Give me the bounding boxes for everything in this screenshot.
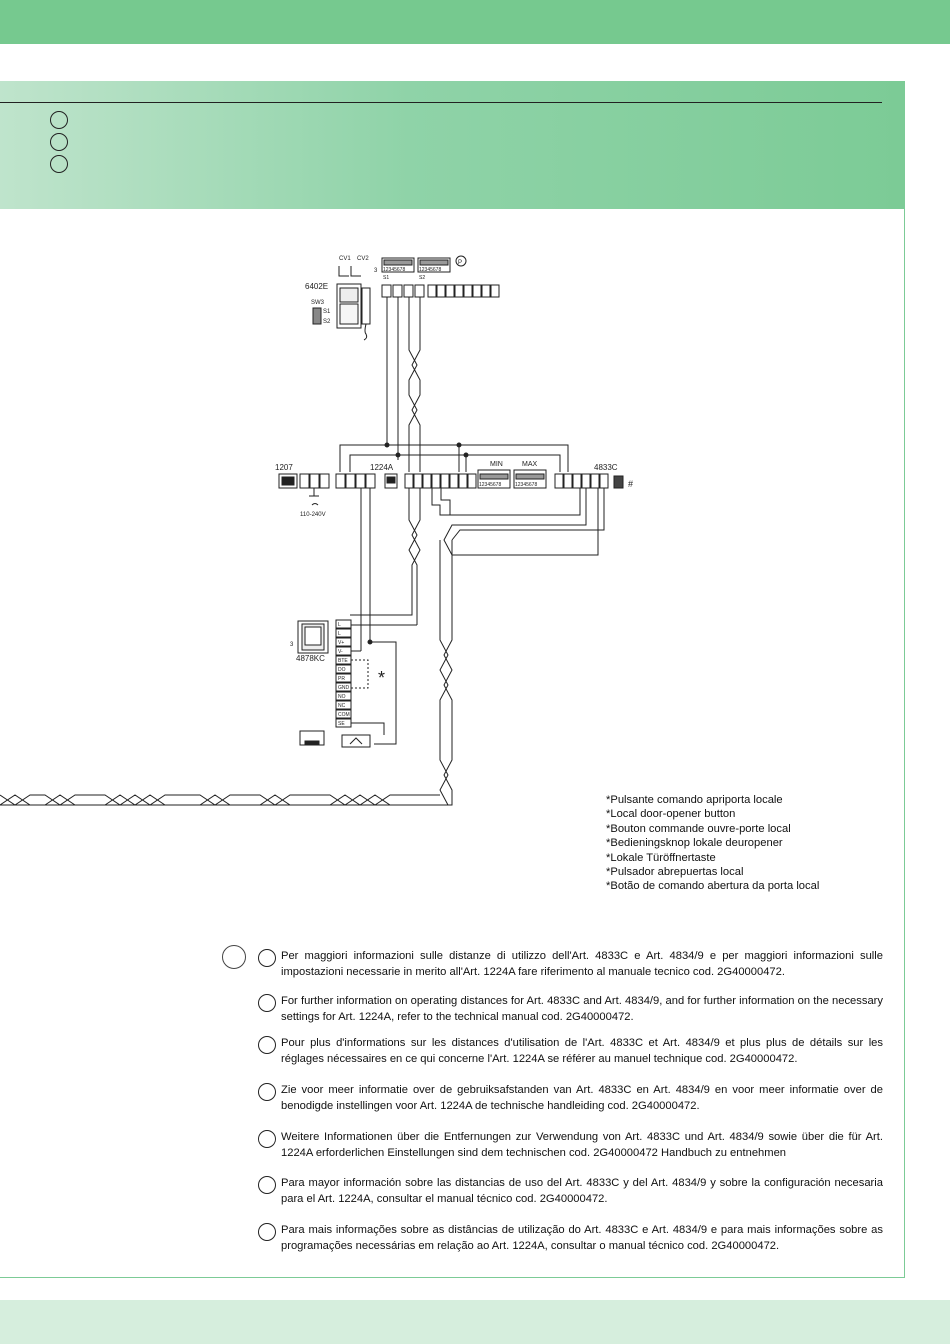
terminal-label: V- bbox=[338, 649, 343, 655]
terminal-label: SE bbox=[338, 721, 345, 727]
terminal-label: NO bbox=[338, 694, 346, 700]
note-text: Per maggiori informazioni sulle distanze di utilizzo dell'Art. 4833C e Art. 4834/9 e per maggiori informazioni sulle impostazioni necessarie in merito all'Art. 1224A fare riferimento al manuale tecnico cod. 2G40000472. bbox=[281, 950, 883, 978]
panel-power-wires bbox=[350, 488, 396, 744]
footer-band bbox=[0, 1300, 950, 1344]
language-flag-circle bbox=[258, 1036, 276, 1054]
language-flag-circle bbox=[258, 1130, 276, 1148]
s1-label: S1 bbox=[323, 309, 331, 315]
monitor-label: 6402E bbox=[305, 282, 329, 291]
max-dip-digits: 12345678 bbox=[515, 482, 538, 488]
entrance-panel-4878kc bbox=[298, 621, 328, 653]
dip-s1-label: S1 bbox=[383, 275, 390, 281]
dip-s2-label: S2 bbox=[419, 275, 426, 281]
terminal-label: V+ bbox=[338, 640, 345, 646]
panel-three-label: 3 bbox=[290, 642, 294, 648]
footnotes bbox=[606, 793, 819, 894]
header-band bbox=[0, 81, 905, 209]
dip-s2-digits: 12345678 bbox=[419, 267, 442, 273]
min-label: MIN bbox=[490, 461, 503, 468]
wiring-diagram bbox=[0, 240, 950, 820]
interface-label: 1224A bbox=[370, 463, 394, 472]
mains-label: 110-240V bbox=[300, 512, 326, 518]
cv1-label: CV1 bbox=[339, 256, 351, 262]
note-text: Para mais informações sobre as distâncias de utilização do Art. 4833C e Art. 4834/9 e para mais informações sobre as programações necessárias em relação ao Art. 1224A, consultar o manual técnico cod. 2G40000472. bbox=[281, 1224, 883, 1252]
footnote-es: *Pulsador abrepuertas local bbox=[606, 866, 744, 879]
language-flag-circle bbox=[258, 994, 276, 1012]
cv2-label: CV2 bbox=[357, 256, 369, 262]
distributor-4833c bbox=[555, 474, 633, 489]
language-circle-3 bbox=[50, 155, 68, 173]
distributor-label: 4833C bbox=[594, 463, 618, 472]
terminal-label: L bbox=[338, 622, 341, 628]
three-label: 3 bbox=[374, 268, 378, 274]
p-badge: P bbox=[458, 260, 463, 266]
min-dip-digits: 12345678 bbox=[479, 482, 502, 488]
footnote-pt: *Botão de comando abertura da porta local bbox=[606, 880, 820, 893]
note-text: Pour plus d'informations sur les distances d'utilisation de l'Art. 4833C et Art. 4834/9 et plus plus de détails sur les réglages nécessaires en ce qui concerne l'Art. 1224A se référer au manuel technique cod. 2G40000472. bbox=[281, 1037, 883, 1065]
header-rule bbox=[0, 102, 882, 103]
monitor-wires bbox=[387, 297, 420, 472]
frame-bottom-border bbox=[0, 1277, 905, 1278]
language-circle-1 bbox=[50, 111, 68, 129]
cv-connectors bbox=[339, 266, 361, 276]
door-lock bbox=[300, 731, 370, 747]
terminal-label: L bbox=[338, 631, 341, 637]
star-marker: * bbox=[378, 668, 386, 688]
terminal-label: COM bbox=[338, 712, 350, 718]
svg-text:#: # bbox=[628, 479, 634, 489]
sw3-label: SW3 bbox=[311, 300, 325, 306]
power-supply-label: 1207 bbox=[275, 463, 293, 472]
info-circle-icon bbox=[222, 945, 246, 969]
language-flag-circle bbox=[258, 949, 276, 967]
footnote-fr: *Bouton commande ouvre-porte local bbox=[606, 822, 791, 835]
note-text: Para mayor información sobre las distancias de uso del Art. 4833C y del Art. 4834/9 y sobre la configuración necesaria para el Art. 1224A, consultar el manual técnico cod. 2G40000472. bbox=[281, 1177, 883, 1205]
note-text: Zie voor meer informatie over de gebruiksafstanden van Art. 4833C en Art. 4834/9 en voor meer informatie over de benodigde instellingen voor Art. 1224A de technische handleiding cod. 2G40000472. bbox=[281, 1084, 883, 1112]
monitor-6402e bbox=[337, 284, 370, 340]
language-flag-circle bbox=[258, 1223, 276, 1241]
terminal-label: PR bbox=[338, 676, 345, 682]
footnote-it: *Pulsante comando apriporta locale bbox=[606, 794, 783, 806]
note-text: Weitere Informationen über die Entfernungen zur Verwendung von Art. 4833C und Art. 4834/9 sowie über die für Art. 1224A erforderlichen Einstellungen sind dem technischen cod. 2G40000472 Handbuch zu entnehmen bbox=[281, 1131, 883, 1159]
s2-label: S2 bbox=[323, 319, 331, 325]
terminal-label: DO bbox=[338, 667, 346, 673]
terminal-label: BTE bbox=[338, 658, 348, 664]
power-supply-1207 bbox=[279, 474, 329, 505]
top-color-band bbox=[0, 0, 950, 44]
language-flag-circle bbox=[258, 1083, 276, 1101]
footnote-en: *Local door-opener button bbox=[606, 808, 736, 821]
footnote-nl: *Bedieningsknop lokale deuropener bbox=[606, 837, 783, 850]
language-circle-2 bbox=[50, 133, 68, 151]
footnote-de: *Lokale Türöffnertaste bbox=[606, 851, 716, 864]
sw3-switch bbox=[313, 308, 321, 324]
note-text: For further information on operating distances for Art. 4833C and Art. 4834/9, and for further information on the necessary settings for Art. 1224A, refer to the technical manual cod. 2G40000472. bbox=[281, 995, 883, 1023]
entrance-panel-label: 4878KC bbox=[296, 654, 325, 663]
terminal-label: NC bbox=[338, 703, 346, 709]
language-flag-circle bbox=[258, 1176, 276, 1194]
terminal-label: GND bbox=[338, 685, 350, 691]
dip-s1-digits: 12345678 bbox=[383, 267, 406, 273]
max-label: MAX bbox=[522, 461, 538, 468]
monitor-terminal-strip bbox=[382, 285, 499, 297]
